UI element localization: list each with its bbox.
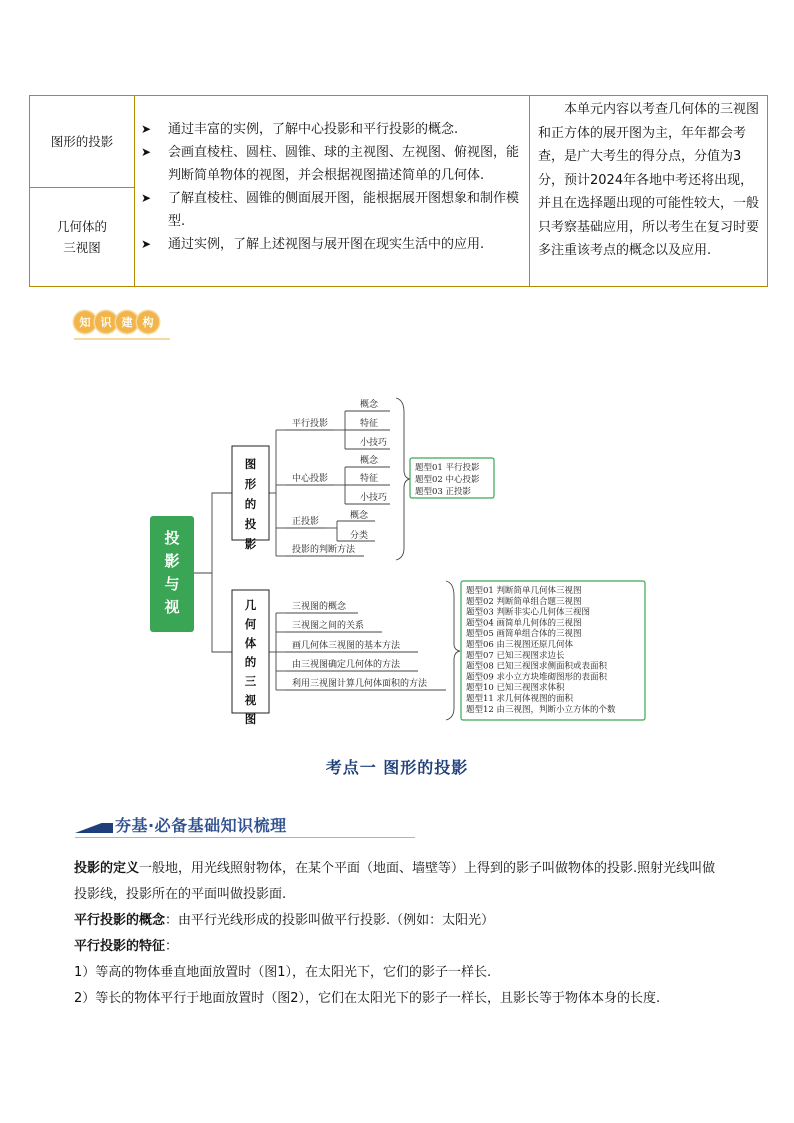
leaf: 分类 [350,531,369,541]
leaf: 概念 [350,511,369,521]
leaf: 特征 [360,474,379,484]
branch-char: 投 [244,517,257,531]
question-type: 题型02 判断简单组合题三视图 [466,596,582,607]
paragraph: 2）等长的物体平行于地面放置时（图2），它们在太阳光下的影子一样长，且影长等于物体本身的长度. [74,991,661,1006]
badge-char: 建 [116,311,138,333]
question-type: 题型12 由三视图，判断小立方体的个数 [466,704,616,715]
exam-analysis: 本单元内容以考查几何体的三视图和正方体的展开图为主，年年都会考查，是广大考生的得分点，分值为3分，预计2024年各地中考还将出现，并且在选择题出现的可能性较大，一般只考察基础应用，所以考生在复习时要多注重该考点的概念以及应用. [538,102,760,258]
question-type: 题型03 判断非实心几何体三视图 [466,607,591,618]
paragraph: 1）等高的物体垂直地面放置时（图1），在太阳光下，它们的影子一样长. [74,965,492,980]
term: 平行投影的特征 [74,939,166,954]
question-type: 题型07 已知三视图求边长 [466,650,565,661]
body-text [74,856,726,1012]
arrow-bullet-icon: ➤ [141,145,152,159]
branch-char: 何 [244,617,257,631]
branch-char: 三 [244,674,257,688]
branch-char: 图 [244,457,257,471]
sub-banner-title: 夯基·必备基础知识梳理 [115,816,287,835]
section-title: 考点一 图形的投影 [325,758,469,777]
node-orthographic-projection: 正投影 [292,517,320,527]
requirement-item: ➤ 通过实例，了解上述视图与展开图在现实生活中的应用. [136,233,531,256]
question-type: 题型08 已知三视图求侧面积或表面积 [466,661,608,672]
question-type: 题型01 判断简单几何体三视图 [466,586,582,596]
sub-banner [75,813,415,839]
root-char: 视 [164,598,180,616]
branch-char: 图 [244,712,257,726]
node-judgement-method: 投影的判断方法 [292,545,356,555]
question-type: 题型01 平行投影 [415,463,480,473]
node-central-projection: 中心投影 [292,474,329,484]
root-char: 与 [164,575,180,593]
leaf: 小技巧 [360,493,388,503]
node-parallel-projection: 平行投影 [292,419,329,429]
branch-char: 的 [244,497,257,511]
node-three-view-relation: 三视图之间的关系 [292,621,365,631]
term: 投影的定义 [74,861,140,876]
requirement-item: ➤ 会画直棱柱、圆柱、圆锥、球的主视图、左视图、俯视图，能判断简单物体的视图，并会根据视图描述简单的几何体. [136,141,531,187]
badge-char: 识 [95,311,117,333]
node-determine-solid-method: 由三视图确定几何体的方法 [292,660,401,670]
node-area-method: 利用三视图计算几何体面积的方法 [292,679,428,689]
branch-char: 影 [244,537,257,551]
question-type: 题型02 中心投影 [415,475,480,485]
branch-char: 形 [244,477,257,491]
paragraph: 投影的定义一般地，用光线照射物体，在某个平面（地面、墙壁等）上得到的影子叫做物体的投影.照射光线叫做投影线，投影所在的平面叫做投影面. [74,861,716,902]
leaf: 特征 [360,419,379,429]
badge-char: 构 [137,311,159,333]
banner-underline [75,837,415,838]
question-type: 题型03 正投影 [415,487,472,497]
arrow-bullet-icon: ➤ [141,191,152,205]
branch-char: 几 [244,598,257,612]
question-type: 题型10 已知三视图求体积 [466,683,565,694]
question-type: 题型05 画简单组合体的三视图 [466,629,582,640]
question-type: 题型06 由三视图还原几何体 [466,640,574,650]
leaf: 小技巧 [360,438,388,448]
question-type: 题型11 求几何体视图的面积 [466,694,574,704]
paragraph: 平行投影的概念：由平行光线形成的投影叫做平行投影.（例如：太阳光） [74,913,495,928]
root-char: 投 [164,529,180,547]
badge-char: 知 [74,311,96,333]
leaf: 概念 [360,456,379,466]
term: 平行投影的概念 [74,913,166,928]
question-type: 题型04 画简单几何体的三视图 [466,618,582,629]
requirement-item: ➤ 通过丰富的实例，了解中心投影和平行投影的概念. [136,118,531,141]
leaf: 概念 [360,400,379,410]
requirement-item: ➤ 了解直棱柱、圆锥的侧面展开图，能根据展开图想象和制作模型. [136,187,531,233]
topic-graphic-projection: 图形的投影 [50,134,114,149]
node-drawing-method: 画几何体三视图的基本方法 [292,641,401,651]
paragraph: 平行投影的特征： [74,939,179,954]
node-three-view-concept: 三视图的概念 [292,602,347,612]
question-type: 题型09 求小立方块堆砌图形的表面积 [466,672,608,683]
branch-char: 视 [244,693,257,707]
branch-char: 的 [244,655,257,669]
banner-bar [75,823,113,833]
arrow-bullet-icon: ➤ [141,237,152,251]
root-char: 影 [164,552,180,570]
topic-three-views: 几何体的三视图 [56,219,107,255]
arrow-bullet-icon: ➤ [141,122,152,136]
branch-char: 体 [244,636,257,650]
